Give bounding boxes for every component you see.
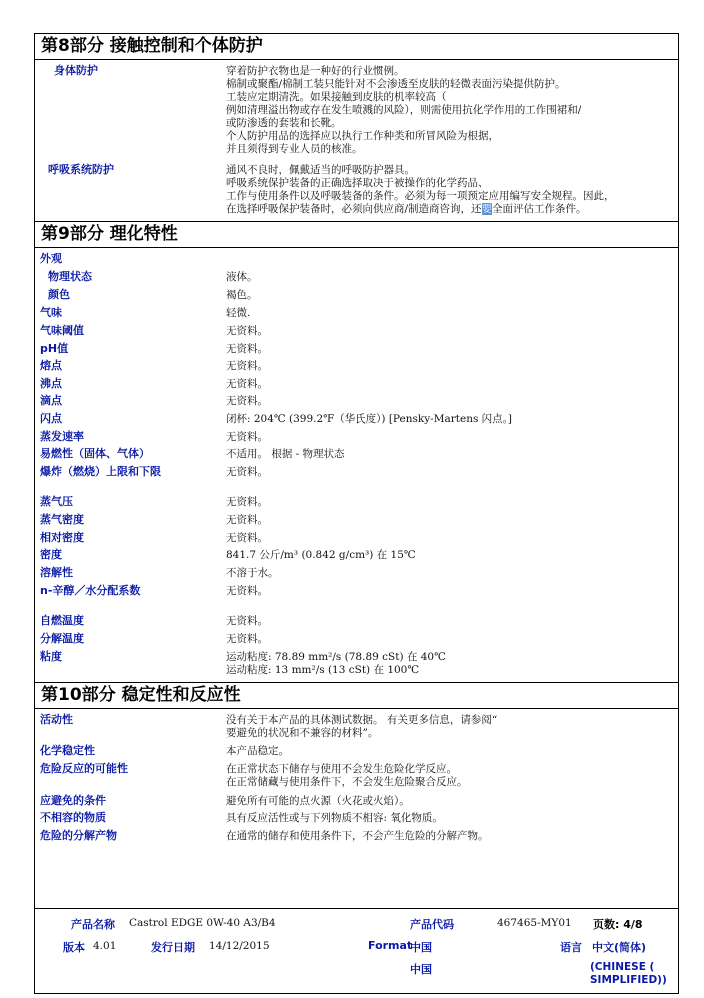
- decomposition-products-label: 危险的分解产物: [40, 829, 117, 842]
- text-line: 具有反应活性或与下列物质不相容: 氧化物质。: [226, 812, 443, 824]
- language-label: 语言: [560, 941, 582, 954]
- property-label: 爆炸（燃烧）上限和下限: [40, 465, 161, 478]
- hazardous-reaction-label: 危险反应的可能性: [40, 762, 128, 775]
- property-value: 液体。: [226, 271, 258, 283]
- property-label: 颜色: [48, 288, 70, 301]
- text-segment: 在选择呼吸保护装备时，必须向供应商/制造商咨询，还: [226, 203, 482, 215]
- incompatible-materials-label: 不相容的物质: [40, 811, 106, 824]
- text-line: 棉制或聚酯/棉制工装只能针对不会渗透至皮肤的轻微表面污染提供防护。: [226, 78, 566, 90]
- text-line: 通风不良时，佩戴适当的呼吸防护器具。: [226, 164, 415, 176]
- text-line: 呼吸系统保护装备的正确选择取决于被操作的化学药品、: [226, 177, 489, 189]
- text-line: 工作与使用条件以及呼吸装备的条件。必须为每一项预定应用编写安全规程。因此，: [226, 190, 615, 202]
- section-9-heading: 第9部分 理化特性: [34, 221, 679, 248]
- property-label: 滴点: [40, 394, 62, 407]
- body-protection-label: 身体防护: [54, 64, 98, 77]
- format-value-2: 中国: [410, 963, 432, 976]
- text-line: 本产品稳定。: [226, 745, 289, 757]
- property-label: 气味阈值: [40, 324, 84, 337]
- property-value: 无资料。: [226, 378, 268, 390]
- property-label: 蒸气压: [40, 495, 73, 508]
- text-line: 在正常储藏与使用条件下，不会发生危险聚合反应。: [226, 776, 468, 788]
- product-name-label: 产品名称: [71, 918, 115, 931]
- property-value: 841.7 公斤/m³ (0.842 g/cm³) 在 15℃: [226, 549, 416, 561]
- issue-date: 14/12/2015: [209, 940, 270, 952]
- format-label: Format: [368, 939, 413, 952]
- property-value: 无资料。: [226, 343, 268, 355]
- text-line: 在正常状态下储存与使用不会发生危险化学反应。: [226, 763, 457, 775]
- product-code: 467465-MY01: [497, 917, 572, 929]
- property-label: 粘度: [40, 650, 62, 663]
- product-code-label: 产品代码: [410, 918, 454, 931]
- language-value-3: SIMPLIFIED)): [590, 974, 667, 986]
- property-label: 密度: [40, 548, 62, 561]
- text-line: [226, 203, 587, 216]
- property-label: 沸点: [40, 377, 62, 390]
- format-value: 中国: [410, 941, 432, 954]
- selected-text-highlight[interactable]: 要: [481, 203, 493, 215]
- property-value: 无资料。: [226, 360, 268, 372]
- page-frame-left: [34, 60, 35, 992]
- property-value: 无资料。: [226, 431, 268, 443]
- property-value: 无资料。: [226, 633, 268, 645]
- appearance-label: 外观: [40, 252, 62, 265]
- chemical-stability-label: 化学稳定性: [40, 744, 95, 757]
- property-value: 不适用。 根据 - 物理状态: [226, 448, 345, 460]
- conditions-to-avoid-label: 应避免的条件: [40, 794, 106, 807]
- property-value: 褐色。: [226, 289, 258, 301]
- version-label: 版本: [63, 941, 85, 954]
- property-value: 轻微.: [226, 307, 251, 319]
- property-value: 运动粘度: 78.89 mm²/s (78.89 cSt) 在 40℃: [226, 651, 446, 663]
- property-value: 无资料。: [226, 585, 268, 597]
- property-value: 无资料。: [226, 496, 268, 508]
- property-label: 相对密度: [40, 531, 84, 544]
- property-label: 蒸发速率: [40, 430, 84, 443]
- property-value: 运动粘度: 13 mm²/s (13 cSt) 在 100℃: [226, 664, 420, 676]
- text-segment: 全面评估工作条件。: [492, 203, 587, 215]
- text-line: 在通常的储存和使用条件下，不会产生危险的分解产物。: [226, 830, 489, 842]
- property-label: 气味: [40, 306, 62, 319]
- text-line: 或防渗透的套装和长靴。: [226, 117, 342, 129]
- reactivity-label: 活动性: [40, 713, 73, 726]
- language-value-2: (CHINESE (: [590, 961, 655, 973]
- issue-date-label: 发行日期: [151, 941, 195, 954]
- text-line: 工装应定期清洗。如果接触到皮肤的机率较高（: [226, 91, 447, 103]
- property-label: 自燃温度: [40, 614, 84, 627]
- property-label: pH值: [40, 342, 69, 355]
- product-name: Castrol EDGE 0W-40 A3/B4: [129, 917, 276, 929]
- property-value: 无资料。: [226, 615, 268, 627]
- property-value: 无资料。: [226, 532, 268, 544]
- property-label: 分解温度: [40, 632, 84, 645]
- page-frame-right: [678, 60, 679, 992]
- text-line: 例如清理溢出物或存在发生喷溅的风险），则需使用抗化学作用的工作围裙和/: [226, 104, 582, 116]
- property-value: 无资料。: [226, 395, 268, 407]
- property-value: 无资料。: [226, 466, 268, 478]
- section-8-heading: 第8部分 接触控制和个体防护: [34, 33, 679, 60]
- property-label: 熔点: [40, 359, 62, 372]
- page-number: 页数: 4/8: [593, 918, 643, 931]
- text-line: 要避免的状况和不兼容的材料”。: [226, 727, 379, 739]
- property-value: 无资料。: [226, 514, 268, 526]
- property-label: n-辛醇／水分配系数: [40, 584, 141, 597]
- text-line: 避免所有可能的点火源（火花或火焰）。: [226, 795, 410, 807]
- text-line: 穿着防护衣物也是一种好的行业惯例。: [226, 65, 405, 77]
- property-label: 蒸气密度: [40, 513, 84, 526]
- language-value: 中文(简体): [592, 941, 647, 954]
- property-label: 闪点: [40, 412, 62, 425]
- respiratory-protection-label: 呼吸系统防护: [48, 163, 114, 176]
- text-line: 个人防护用品的选择应以执行工作种类和所冒风险为根据，: [226, 130, 499, 142]
- property-value: 闭杯: 204℃ (399.2℉（华氏度）) [Pensky-Martens 闪点。]: [226, 413, 513, 425]
- footer: [34, 908, 679, 994]
- property-value: 不溶于水。: [226, 567, 279, 579]
- text-line: 并且须得到专业人员的核准。: [226, 143, 363, 155]
- property-label: 溶解性: [40, 566, 73, 579]
- property-value: 无资料。: [226, 325, 268, 337]
- text-line: 没有关于本产品的具体测试数据。 有关更多信息，请参阅“: [226, 714, 498, 726]
- property-label: 易燃性（固体、气体）: [40, 447, 150, 460]
- section-10-heading: 第10部分 稳定性和反应性: [34, 682, 679, 709]
- version-value: 4.01: [93, 940, 117, 952]
- property-label: 物理状态: [48, 270, 92, 283]
